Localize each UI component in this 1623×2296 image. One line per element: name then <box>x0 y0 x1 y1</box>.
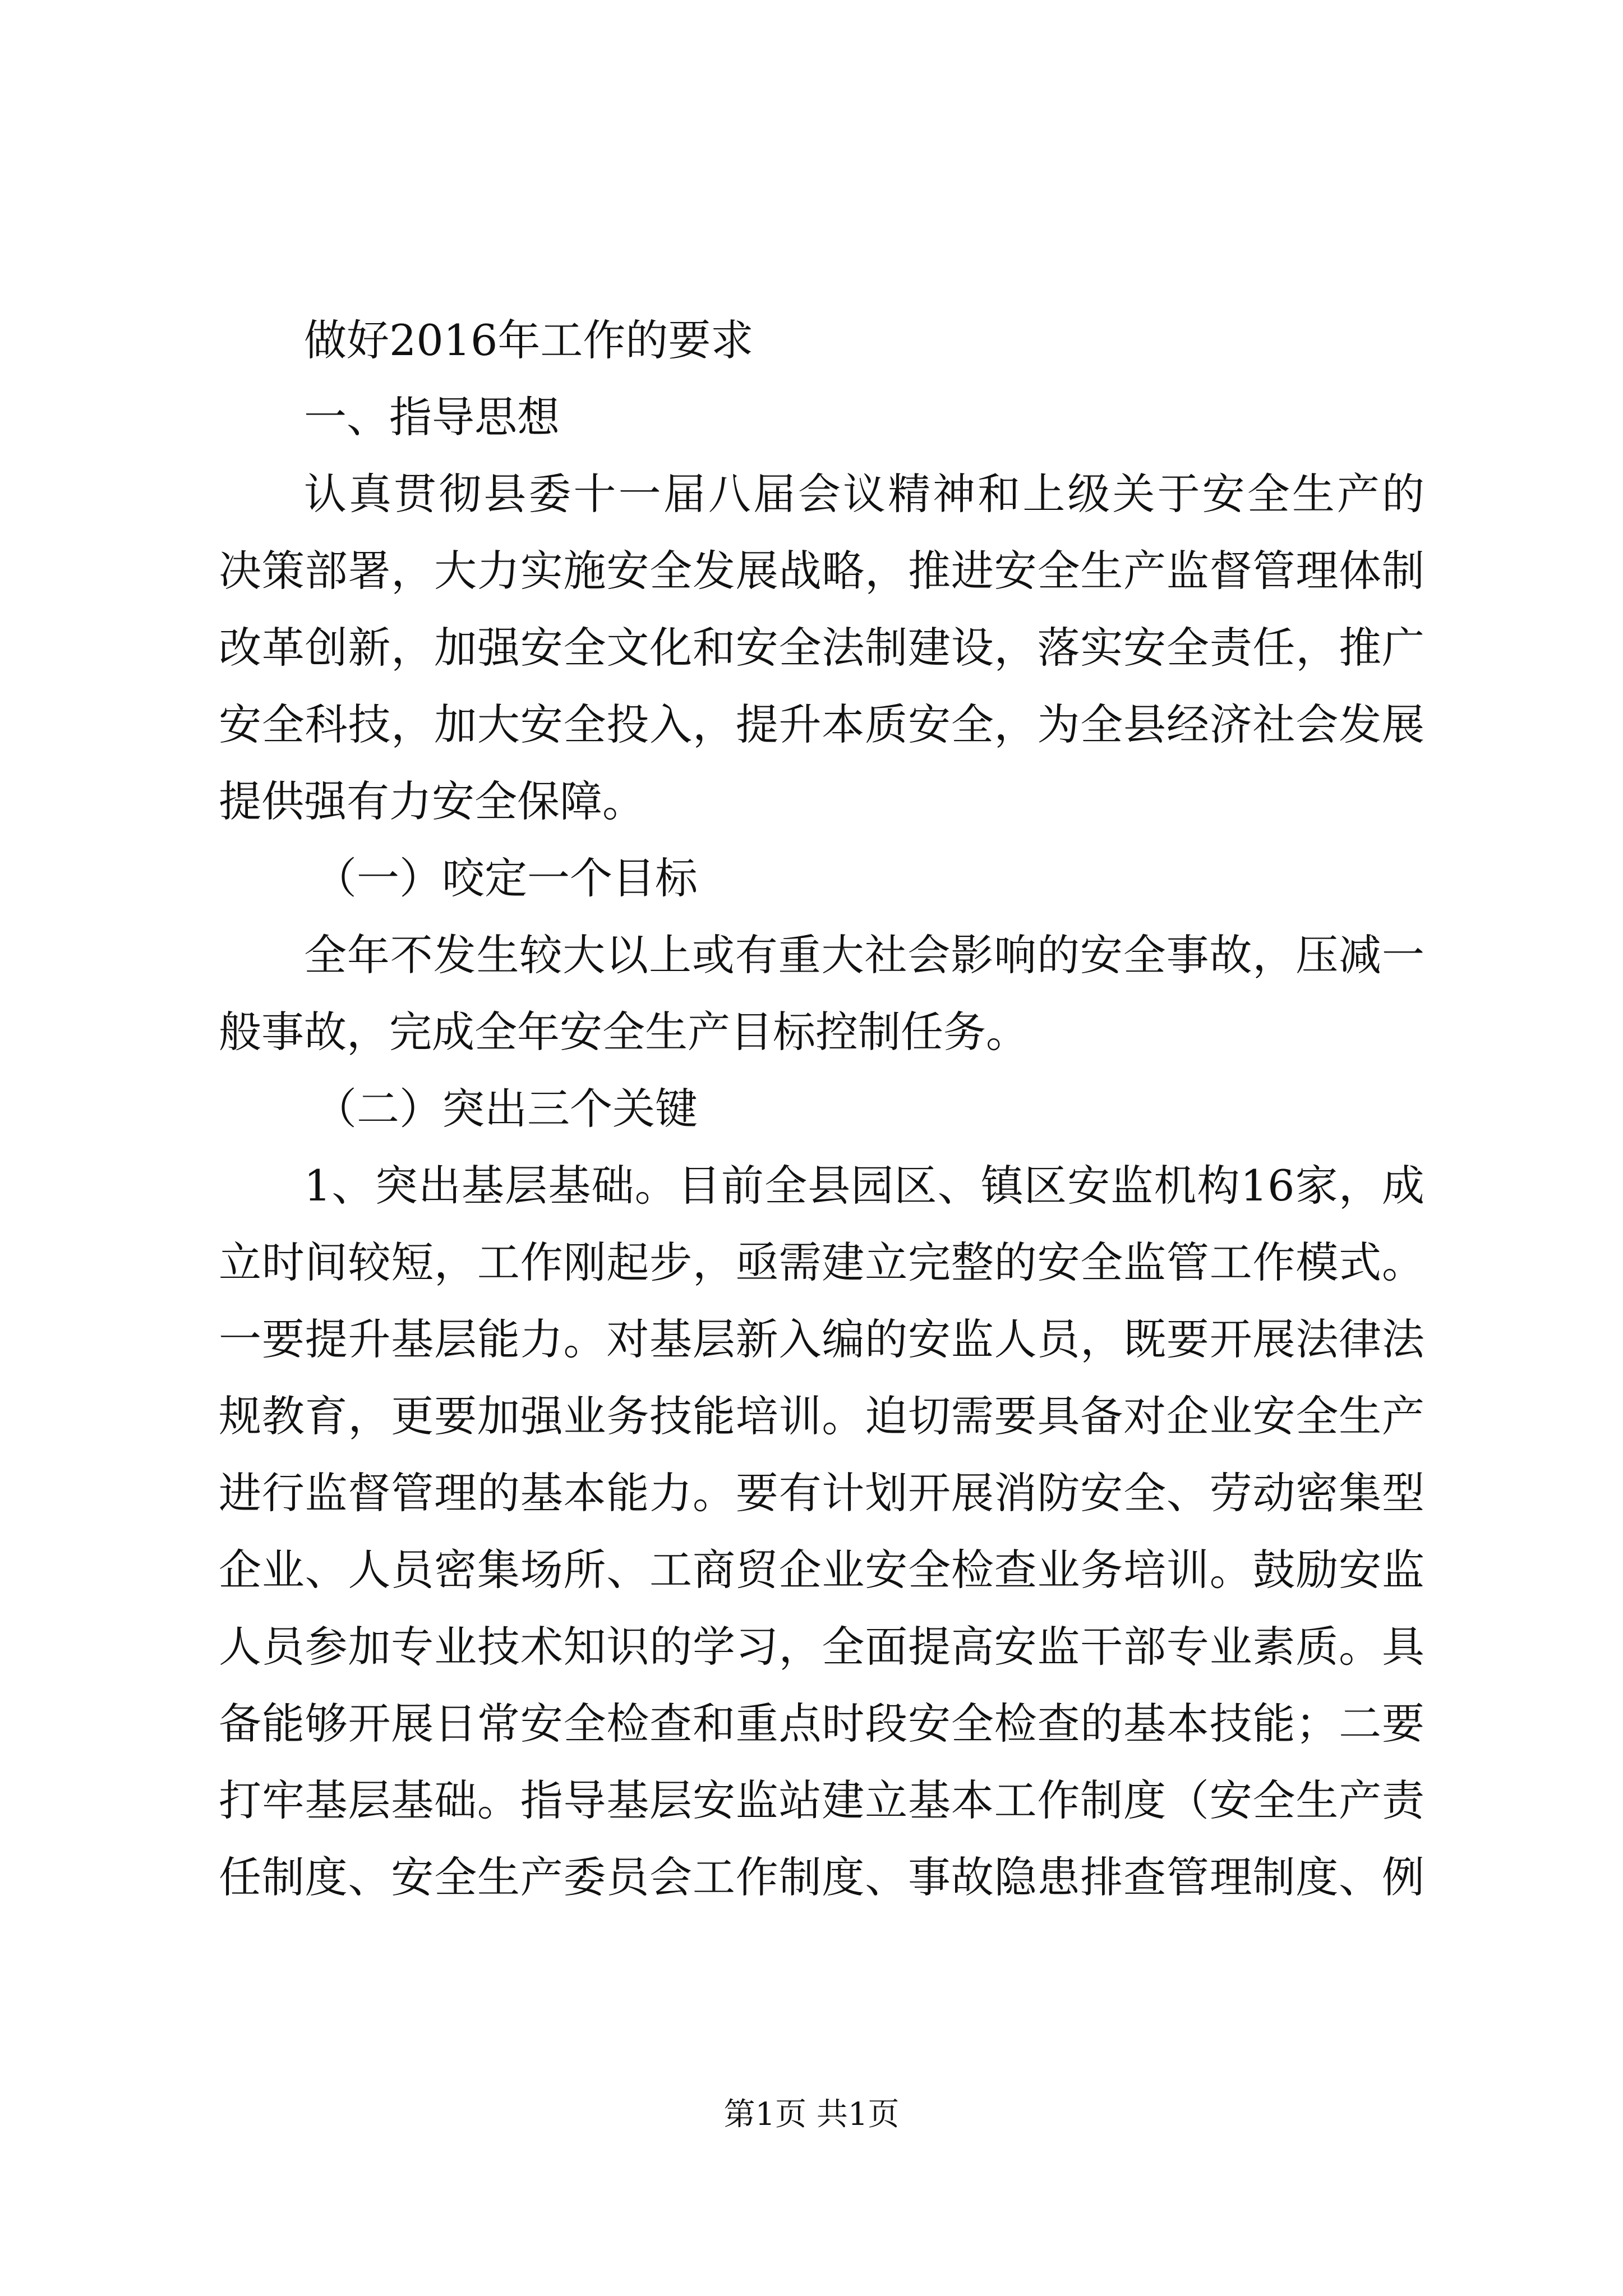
page-footer <box>0 2095 1623 2134</box>
paragraph-line: 全年不发生较大以上或有重大社会影响的安全事故，压减一 <box>304 930 1424 980</box>
subheading-one-goal: （一）咬定一个目标 <box>314 853 698 903</box>
subheading-three-keys: （二）突出三个关键 <box>314 1084 698 1134</box>
paragraph-line: 打牢基层基础。指导基层安监站建立基本工作制度（安全生产责 <box>219 1775 1424 1825</box>
paragraph-line: 1、突出基层基础。目前全县园区、镇区安监机构16家，成 <box>304 1161 1424 1211</box>
section-heading-guiding-ideology: 一、指导思想 <box>304 392 560 442</box>
paragraph-line: 认真贯彻县委十一届八届会议精神和上级关于安全生产的 <box>304 469 1424 519</box>
paragraph-line: 提供强有力安全保障。 <box>219 776 645 826</box>
paragraph-line: 备能够开展日常安全检查和重点时段安全检查的基本技能；二要 <box>219 1699 1424 1749</box>
document-title-line: 做好2016年工作的要求 <box>304 315 754 365</box>
paragraph-line: 安全科技，加大安全投入，提升本质安全，为全县经济社会发展 <box>219 700 1424 749</box>
paragraph-line: 规教育，更要加强业务技能培训。迫切需要具备对企业安全生产 <box>219 1391 1424 1441</box>
paragraph-line: 企业、人员密集场所、工商贸企业安全检查业务培训。鼓励安监 <box>219 1545 1424 1595</box>
paragraph-guiding-ideology <box>219 455 1424 840</box>
paragraph-line: 人员参加专业技术知识的学习，全面提高安监干部专业素质。具 <box>219 1622 1424 1672</box>
paragraph-line: 进行监督管理的基本能力。要有计划开展消防安全、劳动密集型 <box>219 1468 1424 1518</box>
paragraph-line: 般事故，完成全年安全生产目标控制任务。 <box>219 1007 1029 1057</box>
paragraph-line: 立时间较短，工作刚起步，亟需建立完整的安全监管工作模式。 <box>219 1237 1424 1287</box>
document-body <box>219 302 1424 1916</box>
paragraph-one-goal <box>219 917 1424 1070</box>
paragraph-line: 一要提升基层能力。对基层新入编的安监人员，既要开展法律法 <box>219 1314 1424 1364</box>
paragraph-grassroots-foundation <box>219 1147 1424 1916</box>
page-number: 第1页 共1页 <box>723 2096 900 2133</box>
paragraph-line: 决策部署，大力实施安全发展战略，推进安全生产监督管理体制 <box>219 546 1424 596</box>
paragraph-line: 任制度、安全生产委员会工作制度、事故隐患排查管理制度、例 <box>219 1852 1424 1902</box>
paragraph-line: 改革创新，加强安全文化和安全法制建设，落实安全责任，推广 <box>219 623 1424 673</box>
